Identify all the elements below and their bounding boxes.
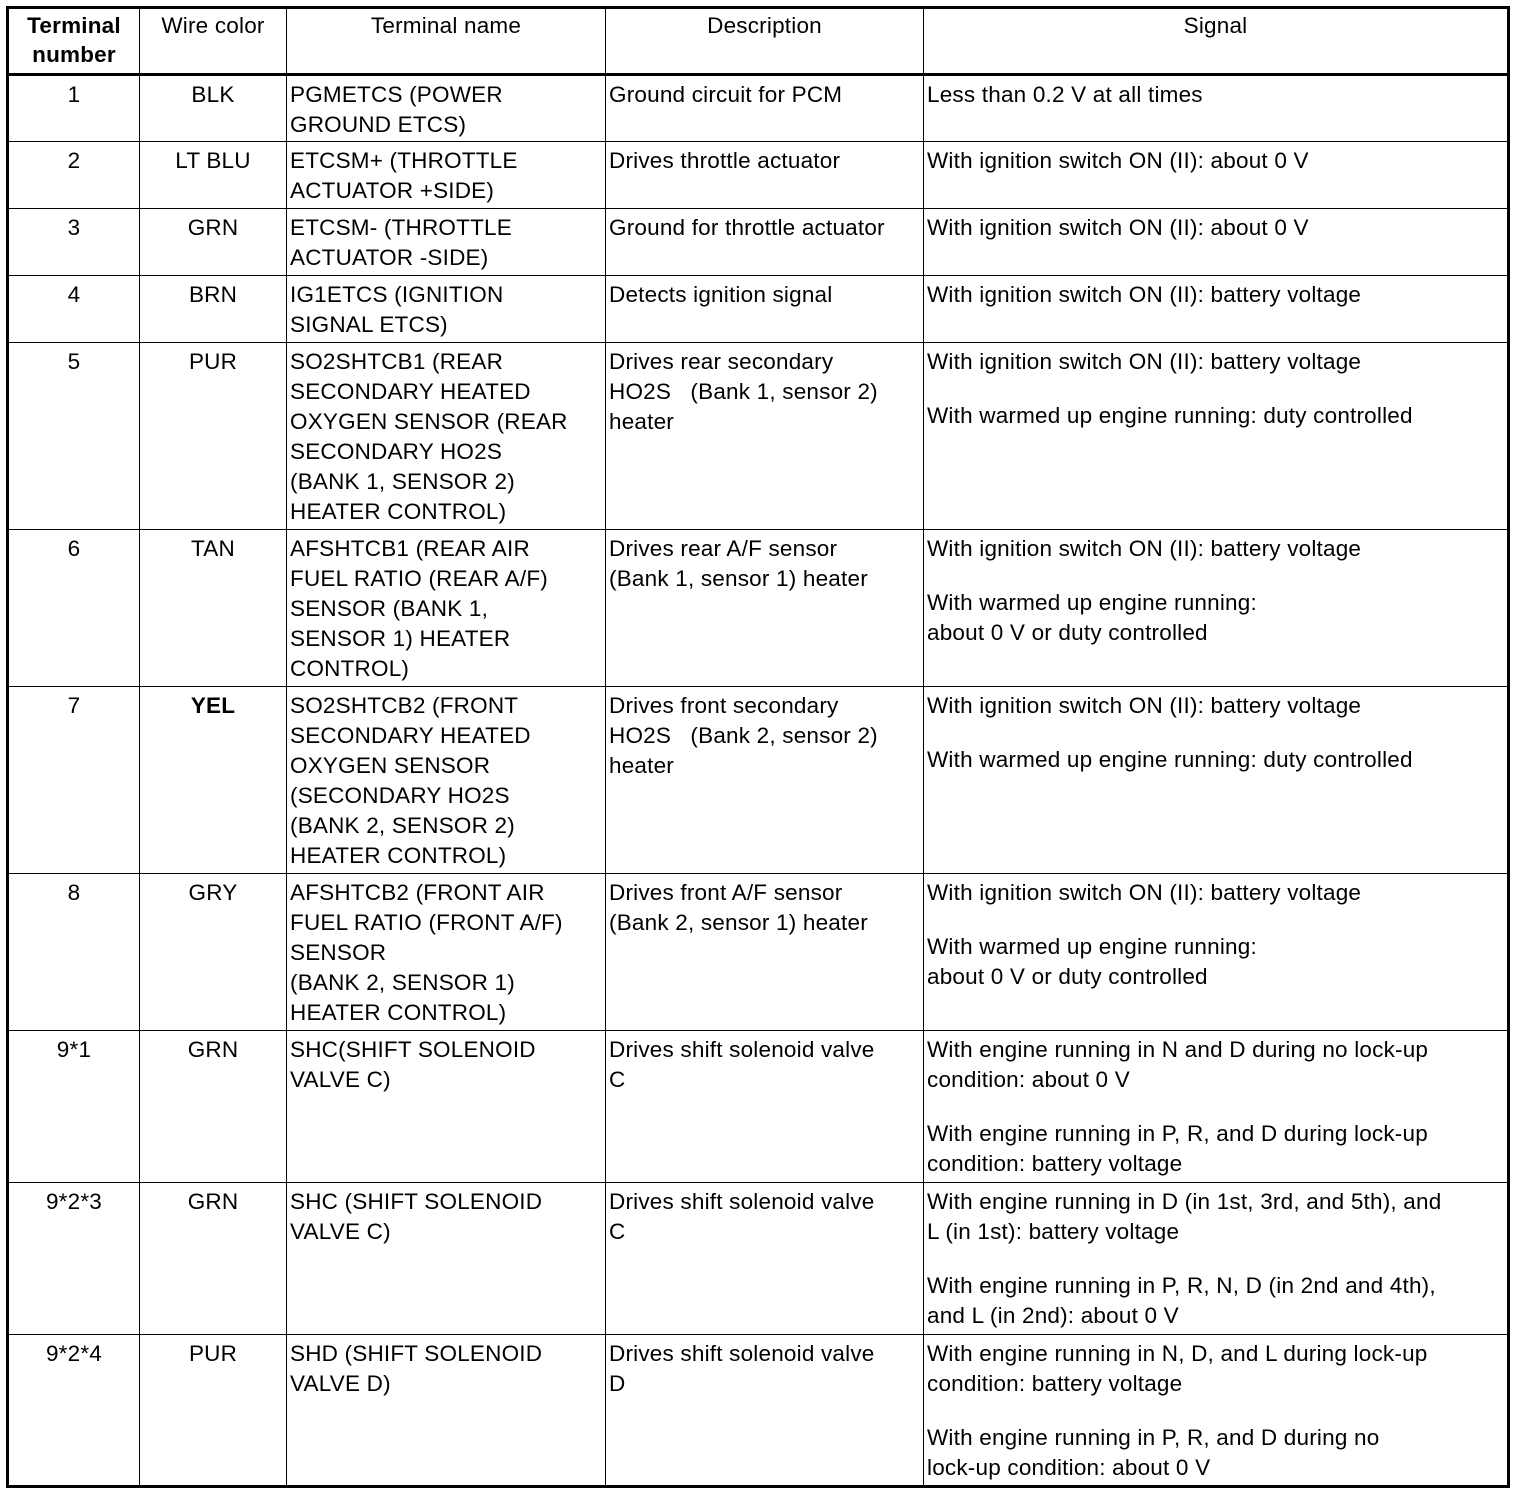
wire-color-cell: YEL: [140, 687, 287, 874]
signal-line: and L (in 2nd): about 0 V: [927, 1303, 1179, 1328]
terminal-name-line: HEATER CONTROL): [290, 499, 507, 524]
signal-line: about 0 V or duty controlled: [927, 620, 1208, 645]
signal-block: [927, 878, 1504, 908]
description-line: Ground for throttle actuator: [609, 215, 885, 240]
signal-cell: [924, 343, 1509, 530]
terminal-number-cell: 5: [8, 343, 140, 530]
wire-color-cell: BRN: [140, 276, 287, 343]
signal-line: With ignition switch ON (II): battery voltage: [927, 282, 1362, 307]
signal-block: [927, 1271, 1504, 1331]
description-cell: [606, 276, 924, 343]
terminal-name-line: SIGNAL ETCS): [290, 312, 448, 337]
terminal-name-line: ETCSM+ (THROTTLE: [290, 148, 518, 173]
signal-cell: [924, 276, 1509, 343]
wire-color-cell: GRN: [140, 209, 287, 276]
description-line: (Bank 2, sensor 1) heater: [609, 910, 868, 935]
signal-block: [927, 146, 1504, 176]
signal-line: With engine running in P, R, and D during lock-up: [927, 1121, 1428, 1146]
terminal-name-line: CONTROL): [290, 656, 410, 681]
signal-cell: [924, 530, 1509, 687]
terminal-name-line: GROUND ETCS): [290, 112, 467, 137]
signal-cell: [924, 687, 1509, 874]
description-line: C: [609, 1067, 626, 1092]
signal-line: With warmed up engine running: duty controlled: [927, 403, 1413, 428]
signal-line: lock-up condition: about 0 V: [927, 1455, 1211, 1480]
terminal-name-line: SECONDARY HEATED: [290, 379, 531, 404]
header-terminal-name: Terminal name: [287, 8, 606, 75]
description-cell: [606, 343, 924, 530]
description-line: Detects ignition signal: [609, 282, 833, 307]
description-line: HO2S (Bank 1, sensor 2): [609, 379, 878, 404]
description-line: Drives throttle actuator: [609, 148, 841, 173]
wire-color-cell: PUR: [140, 343, 287, 530]
description-line: Drives shift solenoid valve: [609, 1037, 875, 1062]
signal-line: With warmed up engine running: duty controlled: [927, 747, 1413, 772]
signal-block: [927, 1187, 1504, 1247]
terminal-name-cell: [287, 530, 606, 687]
signal-block: [927, 1423, 1504, 1483]
terminal-name-line: SHD (SHIFT SOLENOID: [290, 1341, 543, 1366]
header-wire-color: Wire color: [140, 8, 287, 75]
terminal-name-cell: [287, 874, 606, 1031]
signal-cell: [924, 1031, 1509, 1183]
signal-block: [927, 745, 1504, 775]
signal-line: With ignition switch ON (II): about 0 V: [927, 148, 1309, 173]
header-terminal-number: Terminal number: [8, 8, 140, 75]
table-row: [8, 874, 1509, 1031]
signal-block: [927, 1339, 1504, 1399]
terminal-name-line: OXYGEN SENSOR: [290, 753, 491, 778]
description-cell: [606, 209, 924, 276]
wire-color-cell: LT BLU: [140, 142, 287, 209]
wire-color-cell: GRY: [140, 874, 287, 1031]
description-cell: [606, 1335, 924, 1487]
table-row: [8, 1335, 1509, 1487]
description-line: HO2S (Bank 2, sensor 2): [609, 723, 878, 748]
terminal-name-cell: [287, 142, 606, 209]
description-line: Drives rear A/F sensor: [609, 536, 838, 561]
terminal-name-line: SO2SHTCB2 (FRONT: [290, 693, 519, 718]
terminal-name-line: SO2SHTCB1 (REAR: [290, 349, 504, 374]
signal-block: [927, 1119, 1504, 1179]
terminal-name-line: (SECONDARY HO2S: [290, 783, 510, 808]
terminal-name-line: HEATER CONTROL): [290, 1000, 507, 1025]
terminal-number-cell: 9*2*4: [8, 1335, 140, 1487]
signal-line: With warmed up engine running:: [927, 590, 1257, 615]
terminal-name-line: IG1ETCS (IGNITION: [290, 282, 504, 307]
terminal-name-line: (BANK 1, SENSOR 2): [290, 469, 515, 494]
header-signal: Signal: [924, 8, 1509, 75]
signal-line: L (in 1st): battery voltage: [927, 1219, 1180, 1244]
signal-block: [927, 213, 1504, 243]
header-description: Description: [606, 8, 924, 75]
description-line: Ground circuit for PCM: [609, 82, 843, 107]
table-row: [8, 687, 1509, 874]
terminal-name-line: ETCSM- (THROTTLE: [290, 215, 512, 240]
description-line: Drives rear secondary: [609, 349, 834, 374]
description-line: Drives front secondary: [609, 693, 839, 718]
table-row: [8, 209, 1509, 276]
signal-cell: [924, 874, 1509, 1031]
terminal-name-line: (BANK 2, SENSOR 1): [290, 970, 515, 995]
terminal-name-line: ACTUATOR +SIDE): [290, 178, 495, 203]
table-row: [8, 276, 1509, 343]
description-line: heater: [609, 753, 674, 778]
terminal-name-line: SECONDARY HEATED: [290, 723, 531, 748]
signal-block: [927, 401, 1504, 431]
terminal-name-cell: [287, 1183, 606, 1335]
terminal-name-line: SHC (SHIFT SOLENOID: [290, 1189, 543, 1214]
signal-line: With engine running in P, R, N, D (in 2nd and 4th),: [927, 1273, 1436, 1298]
description-cell: [606, 530, 924, 687]
terminal-name-line: PGMETCS (POWER: [290, 82, 503, 107]
terminal-name-cell: [287, 343, 606, 530]
description-line: Drives shift solenoid valve: [609, 1189, 875, 1214]
signal-cell: [924, 1183, 1509, 1335]
table-row: [8, 530, 1509, 687]
terminal-number-cell: 4: [8, 276, 140, 343]
table-row: [8, 1031, 1509, 1183]
signal-block: [927, 280, 1504, 310]
wire-color-cell: BLK: [140, 75, 287, 142]
terminal-name-line: VALVE C): [290, 1219, 391, 1244]
terminal-name-line: SENSOR 1) HEATER: [290, 626, 511, 651]
terminal-name-line: SENSOR: [290, 940, 387, 965]
terminal-name-line: FUEL RATIO (REAR A/F): [290, 566, 548, 591]
signal-line: With ignition switch ON (II): battery voltage: [927, 880, 1362, 905]
wire-color-cell: GRN: [140, 1183, 287, 1335]
signal-block: [927, 588, 1504, 648]
signal-line: With engine running in D (in 1st, 3rd, and 5th), and: [927, 1189, 1442, 1214]
terminal-name-line: AFSHTCB1 (REAR AIR: [290, 536, 530, 561]
signal-cell: [924, 142, 1509, 209]
header-row: [8, 8, 1509, 75]
signal-cell: [924, 75, 1509, 142]
terminal-name-line: (BANK 2, SENSOR 2): [290, 813, 515, 838]
terminal-name-line: FUEL RATIO (FRONT A/F): [290, 910, 563, 935]
wire-color-cell: PUR: [140, 1335, 287, 1487]
table-row: [8, 1183, 1509, 1335]
description-line: Drives front A/F sensor: [609, 880, 843, 905]
signal-line: about 0 V or duty controlled: [927, 964, 1208, 989]
description-cell: [606, 75, 924, 142]
terminal-number-cell: 7: [8, 687, 140, 874]
signal-line: condition: battery voltage: [927, 1151, 1183, 1176]
table-row: [8, 142, 1509, 209]
signal-block: [927, 691, 1504, 721]
terminal-number-cell: 9*2*3: [8, 1183, 140, 1335]
terminal-name-line: VALVE C): [290, 1067, 391, 1092]
signal-line: With ignition switch ON (II): about 0 V: [927, 215, 1309, 240]
terminal-name-cell: [287, 75, 606, 142]
signal-cell: [924, 1335, 1509, 1487]
table-row: [8, 343, 1509, 530]
table-row: [8, 75, 1509, 142]
terminal-name-cell: [287, 209, 606, 276]
terminal-number-cell: 9*1: [8, 1031, 140, 1183]
signal-block: [927, 1035, 1504, 1095]
signal-line: With ignition switch ON (II): battery voltage: [927, 536, 1362, 561]
signal-line: With engine running in P, R, and D during no: [927, 1425, 1380, 1450]
signal-line: With engine running in N and D during no lock-up: [927, 1037, 1429, 1062]
description-line: C: [609, 1219, 626, 1244]
terminal-name-line: OXYGEN SENSOR (REAR: [290, 409, 568, 434]
signal-line: Less than 0.2 V at all times: [927, 82, 1203, 107]
signal-line: condition: about 0 V: [927, 1067, 1130, 1092]
wire-color-cell: TAN: [140, 530, 287, 687]
signal-block: [927, 80, 1504, 110]
terminal-name-cell: [287, 687, 606, 874]
terminal-name-cell: [287, 1031, 606, 1183]
terminal-name-line: ACTUATOR -SIDE): [290, 245, 489, 270]
description-line: (Bank 1, sensor 1) heater: [609, 566, 868, 591]
terminal-name-line: HEATER CONTROL): [290, 843, 507, 868]
terminal-name-line: SHC(SHIFT SOLENOID: [290, 1037, 536, 1062]
terminal-number-cell: 6: [8, 530, 140, 687]
terminal-name-cell: [287, 276, 606, 343]
signal-block: [927, 932, 1504, 992]
description-cell: [606, 1183, 924, 1335]
terminal-name-line: VALVE D): [290, 1371, 391, 1396]
wire-color-cell: GRN: [140, 1031, 287, 1183]
signal-block: [927, 347, 1504, 377]
terminal-name-line: SECONDARY HO2S: [290, 439, 503, 464]
terminal-name-line: AFSHTCB2 (FRONT AIR: [290, 880, 545, 905]
description-cell: [606, 874, 924, 1031]
description-line: D: [609, 1371, 626, 1396]
description-cell: [606, 1031, 924, 1183]
terminal-name-cell: [287, 1335, 606, 1487]
signal-cell: [924, 209, 1509, 276]
signal-line: condition: battery voltage: [927, 1371, 1183, 1396]
signal-line: With ignition switch ON (II): battery voltage: [927, 349, 1362, 374]
terminal-name-line: SENSOR (BANK 1,: [290, 596, 489, 621]
signal-line: With warmed up engine running:: [927, 934, 1257, 959]
terminal-number-cell: 8: [8, 874, 140, 1031]
signal-block: [927, 534, 1504, 564]
terminal-number-cell: 3: [8, 209, 140, 276]
description-line: heater: [609, 409, 674, 434]
terminal-table: [6, 6, 1510, 1488]
description-cell: [606, 687, 924, 874]
terminal-number-cell: 2: [8, 142, 140, 209]
signal-line: With engine running in N, D, and L during lock-up: [927, 1341, 1428, 1366]
terminal-number-cell: 1: [8, 75, 140, 142]
description-line: Drives shift solenoid valve: [609, 1341, 875, 1366]
description-cell: [606, 142, 924, 209]
signal-line: With ignition switch ON (II): battery voltage: [927, 693, 1362, 718]
